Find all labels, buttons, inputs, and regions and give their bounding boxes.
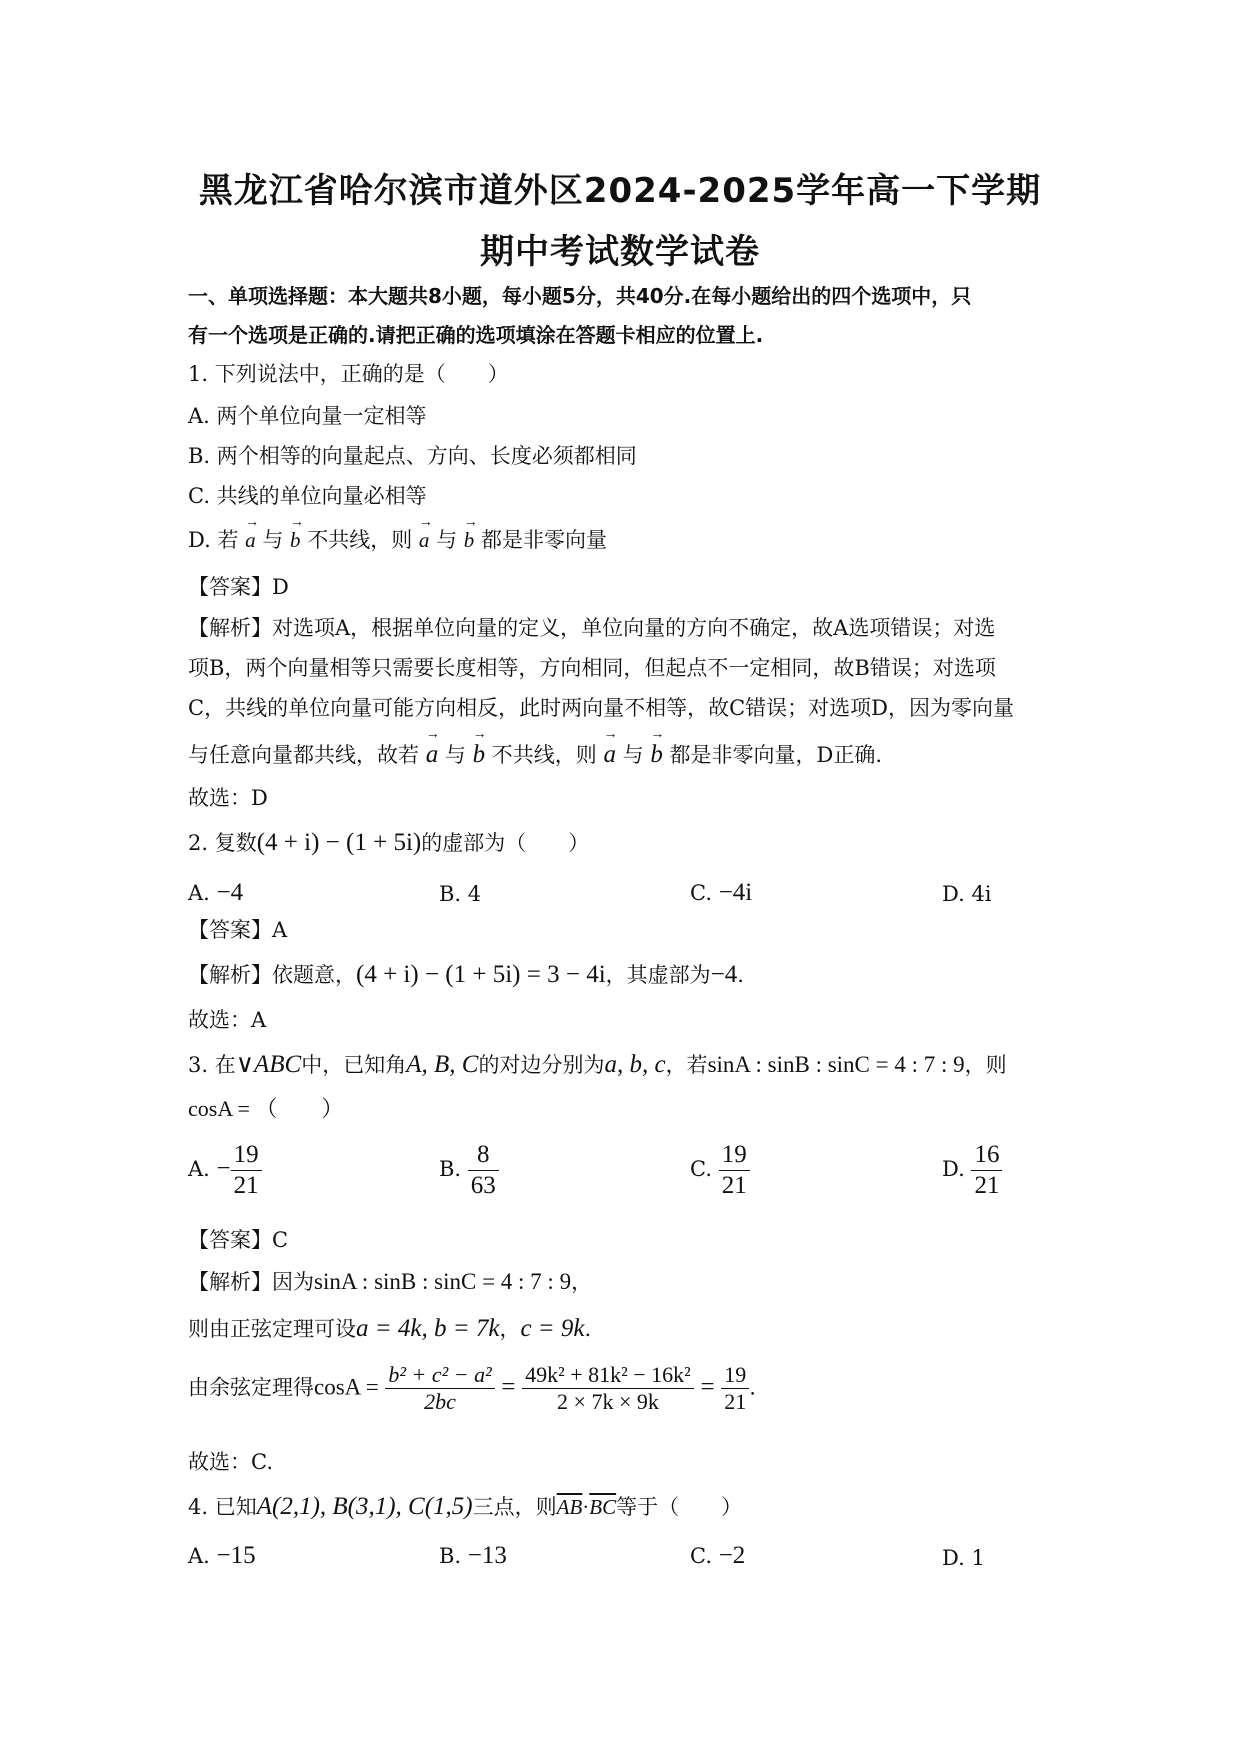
fraction-numerator: 19	[719, 1140, 750, 1171]
q3-option-d	[942, 1140, 1002, 1201]
option-value: −4i	[718, 879, 753, 906]
option-label: B.	[439, 1157, 462, 1181]
exam-title-line1: 黑龙江省哈尔滨市道外区2024-2025学年高一下学期	[198, 171, 1042, 211]
q3-sides: a, b, c	[604, 1051, 666, 1078]
q1-stem: 1. 下列说法中，正确的是（ ）	[188, 362, 509, 386]
q3-angles: A, B, C	[406, 1051, 479, 1078]
q1-analysis-text: 与任意向量都共线，故若	[188, 743, 419, 767]
q1-analysis-line4	[188, 742, 882, 767]
q3-analysis-line1	[188, 1270, 592, 1293]
q2-option-d: D. 4i	[942, 882, 992, 906]
q3-analysis-line2	[188, 1316, 591, 1341]
q3-stem-text: 中，已知角	[301, 1053, 407, 1077]
q3-ratio: sinA : sinB : sinC = 4 : 7 : 9	[707, 1052, 965, 1077]
q2-analysis	[188, 962, 744, 987]
option-value: −4	[216, 879, 244, 906]
fraction-denominator: 21	[721, 1172, 747, 1199]
q1-option-d-text: 与	[436, 528, 458, 552]
fraction-numerator: 8	[468, 1140, 499, 1171]
q2-stem-text: 2. 复数	[188, 831, 257, 855]
dot-operator: ·	[582, 1495, 590, 1519]
vector-b: → b	[464, 530, 475, 551]
q3-stem-text: ，则	[964, 1053, 1007, 1077]
q3-analysis-text: .	[749, 1375, 756, 1400]
q2-analysis-expression: (4 + i) − (1 + 5i) = 3 − 4i	[356, 961, 606, 988]
q1-option-c: C. 共线的单位向量必相等	[188, 484, 427, 508]
fraction-numerator: b² + c² − a²	[385, 1362, 494, 1389]
exam-title-line2: 期中考试数学试卷	[480, 232, 760, 272]
q4-option-b	[439, 1543, 507, 1568]
fraction-denominator: 2bc	[424, 1389, 456, 1415]
q1-option-d-text: 与	[262, 528, 284, 552]
q3-analysis-line3	[188, 1362, 756, 1416]
vector-b: → b	[473, 742, 486, 767]
vector-bc: $\overline{BC}$	[589, 1495, 617, 1519]
q3-analysis-text: .	[584, 1317, 592, 1341]
q2-analysis-text: 【解析】依题意，	[188, 963, 356, 987]
q2-choose: 故选：A	[188, 1008, 267, 1032]
q3-analysis-text: ，	[571, 1270, 593, 1294]
q3-analysis-text: 则由正弦定理可设	[188, 1317, 356, 1341]
q1-choose: 故选：D	[188, 786, 268, 810]
q3-analysis-text: 由余弦定理得	[188, 1375, 314, 1400]
section-heading-line2: 有一个选项是正确的.请把正确的选项填涂在答题卡相应的位置上.	[188, 323, 764, 347]
fraction	[385, 1362, 494, 1416]
q2-analysis-text: .	[737, 963, 744, 987]
q2-analysis-value: −4	[710, 961, 738, 988]
q3-option-c	[690, 1140, 750, 1201]
fraction	[231, 1140, 262, 1201]
q3-stem-line1	[188, 1052, 1007, 1077]
q3-analysis-expression: sinA : sinB : sinC = 4 : 7 : 9	[314, 1269, 572, 1294]
q3-cos-label: cosA =	[314, 1374, 379, 1400]
q2-stem	[188, 830, 589, 855]
option-value: −13	[467, 1542, 507, 1569]
q3-stem-line2: cosA = （ ）	[188, 1096, 344, 1121]
q4-option-a	[188, 1543, 256, 1568]
vector-b: → b	[650, 742, 663, 767]
q4-points: A(2,1), B(3,1), C(1,5)	[256, 1493, 473, 1520]
q1-analysis-text: 与	[444, 743, 466, 767]
q2-option-b: B. 4	[439, 882, 482, 906]
q3-choose: 故选：C.	[188, 1450, 273, 1474]
fraction-numerator: 19	[231, 1140, 262, 1171]
option-sign: −	[216, 1155, 231, 1182]
section-heading-line1: 一、单项选择题：本大题共8小题，每小题5分，共40分.在每小题给出的四个选项中，只	[188, 284, 972, 308]
option-label: A.	[188, 881, 210, 905]
option-label: A.	[188, 1157, 210, 1181]
q3-option-a	[188, 1140, 262, 1201]
q3-analysis-text: 【解析】因为	[188, 1270, 314, 1294]
q4-stem	[188, 1494, 742, 1519]
q4-stem-text: 4. 已知	[188, 1495, 257, 1519]
fraction	[468, 1140, 499, 1201]
vector-a: → a	[603, 742, 616, 767]
q3-answer: 【答案】C	[188, 1228, 289, 1252]
fraction-numerator: 16	[971, 1140, 1002, 1171]
q2-analysis-text: ，其虚部为	[605, 963, 711, 987]
fraction-denominator: 21	[974, 1172, 1000, 1199]
q1-option-d-text: 不共线，则	[307, 528, 413, 552]
q4-stem-text: 三点，则	[472, 1495, 557, 1519]
option-label: B.	[439, 1544, 462, 1568]
q3-analysis-text: ，	[499, 1317, 521, 1341]
fraction-denominator: 21	[724, 1389, 747, 1415]
fraction-numerator: 19	[721, 1362, 749, 1389]
q2-expression: (4 + i) − (1 + 5i)	[256, 829, 422, 856]
fraction	[721, 1362, 749, 1416]
q1-analysis-text: 都是非零向量，D正确.	[669, 743, 883, 767]
option-label: D.	[942, 1157, 965, 1181]
q2-stem-text: 的虚部为（ ）	[421, 831, 590, 855]
q3-stem-text: 3. 在	[188, 1053, 236, 1077]
q3-stem-text: ，若	[665, 1053, 708, 1077]
q1-option-a: A. 两个单位向量一定相等	[188, 404, 427, 428]
fraction	[522, 1362, 694, 1416]
vector-b: → b	[290, 530, 301, 551]
q1-option-d-text: 都是非零向量	[480, 528, 607, 552]
fraction	[719, 1140, 750, 1201]
fraction	[971, 1140, 1002, 1201]
q3-triangle: ∨ABC	[235, 1051, 302, 1078]
q4-option-d: D. 1	[942, 1546, 985, 1570]
q1-analysis-line1: 【解析】对选项A，根据单位向量的定义，单位向量的方向不确定，故A选项错误；对选	[188, 616, 996, 640]
option-label: C.	[690, 1157, 712, 1181]
fraction-denominator: 63	[470, 1172, 496, 1199]
q2-option-c	[690, 880, 752, 905]
option-value: −2	[718, 1542, 746, 1569]
q1-option-d	[188, 530, 607, 551]
vector-a: → a	[426, 742, 439, 767]
equals-sign: =	[700, 1373, 715, 1401]
q3-analysis-expression: a = 4k, b = 7k	[356, 1315, 500, 1342]
fraction-numerator: 49k² + 81k² − 16k²	[522, 1362, 694, 1389]
q1-analysis-line3: C，共线的单位向量可能方向相反，此时两向量不相等，故C错误；对选项D，因为零向量	[188, 696, 1014, 720]
q3-stem-text: 的对边分别为	[478, 1053, 605, 1077]
fraction-denominator: 2 × 7k × 9k	[557, 1389, 659, 1415]
q2-answer: 【答案】A	[188, 918, 288, 942]
q4-stem-text: 等于（ ）	[616, 1495, 743, 1519]
option-label: C.	[690, 881, 712, 905]
q3-analysis-expression: c = 9k	[520, 1315, 585, 1342]
q1-option-b: B. 两个相等的向量起点、方向、长度必须都相同	[188, 444, 637, 468]
q1-analysis-text: 与	[622, 743, 644, 767]
option-label: C.	[690, 1544, 712, 1568]
option-value: −15	[216, 1542, 256, 1569]
equals-sign: =	[501, 1373, 516, 1401]
q1-option-d-text: D. 若	[188, 528, 239, 552]
q3-option-b	[439, 1140, 499, 1201]
q2-option-a	[188, 880, 243, 905]
q1-analysis-line2: 项B，两个向量相等只需要长度相等，方向相同，但起点不一定相同，故B错误；对选项	[188, 656, 996, 680]
q4-option-c	[690, 1543, 745, 1568]
vector-a: → a	[245, 530, 256, 551]
option-label: A.	[188, 1544, 210, 1568]
vector-ab: $\overline{AB}$	[556, 1495, 583, 1519]
fraction-denominator: 21	[233, 1172, 259, 1199]
q1-analysis-text: 不共线，则	[491, 743, 597, 767]
q1-answer: 【答案】D	[188, 575, 289, 599]
vector-a: → a	[419, 530, 430, 551]
